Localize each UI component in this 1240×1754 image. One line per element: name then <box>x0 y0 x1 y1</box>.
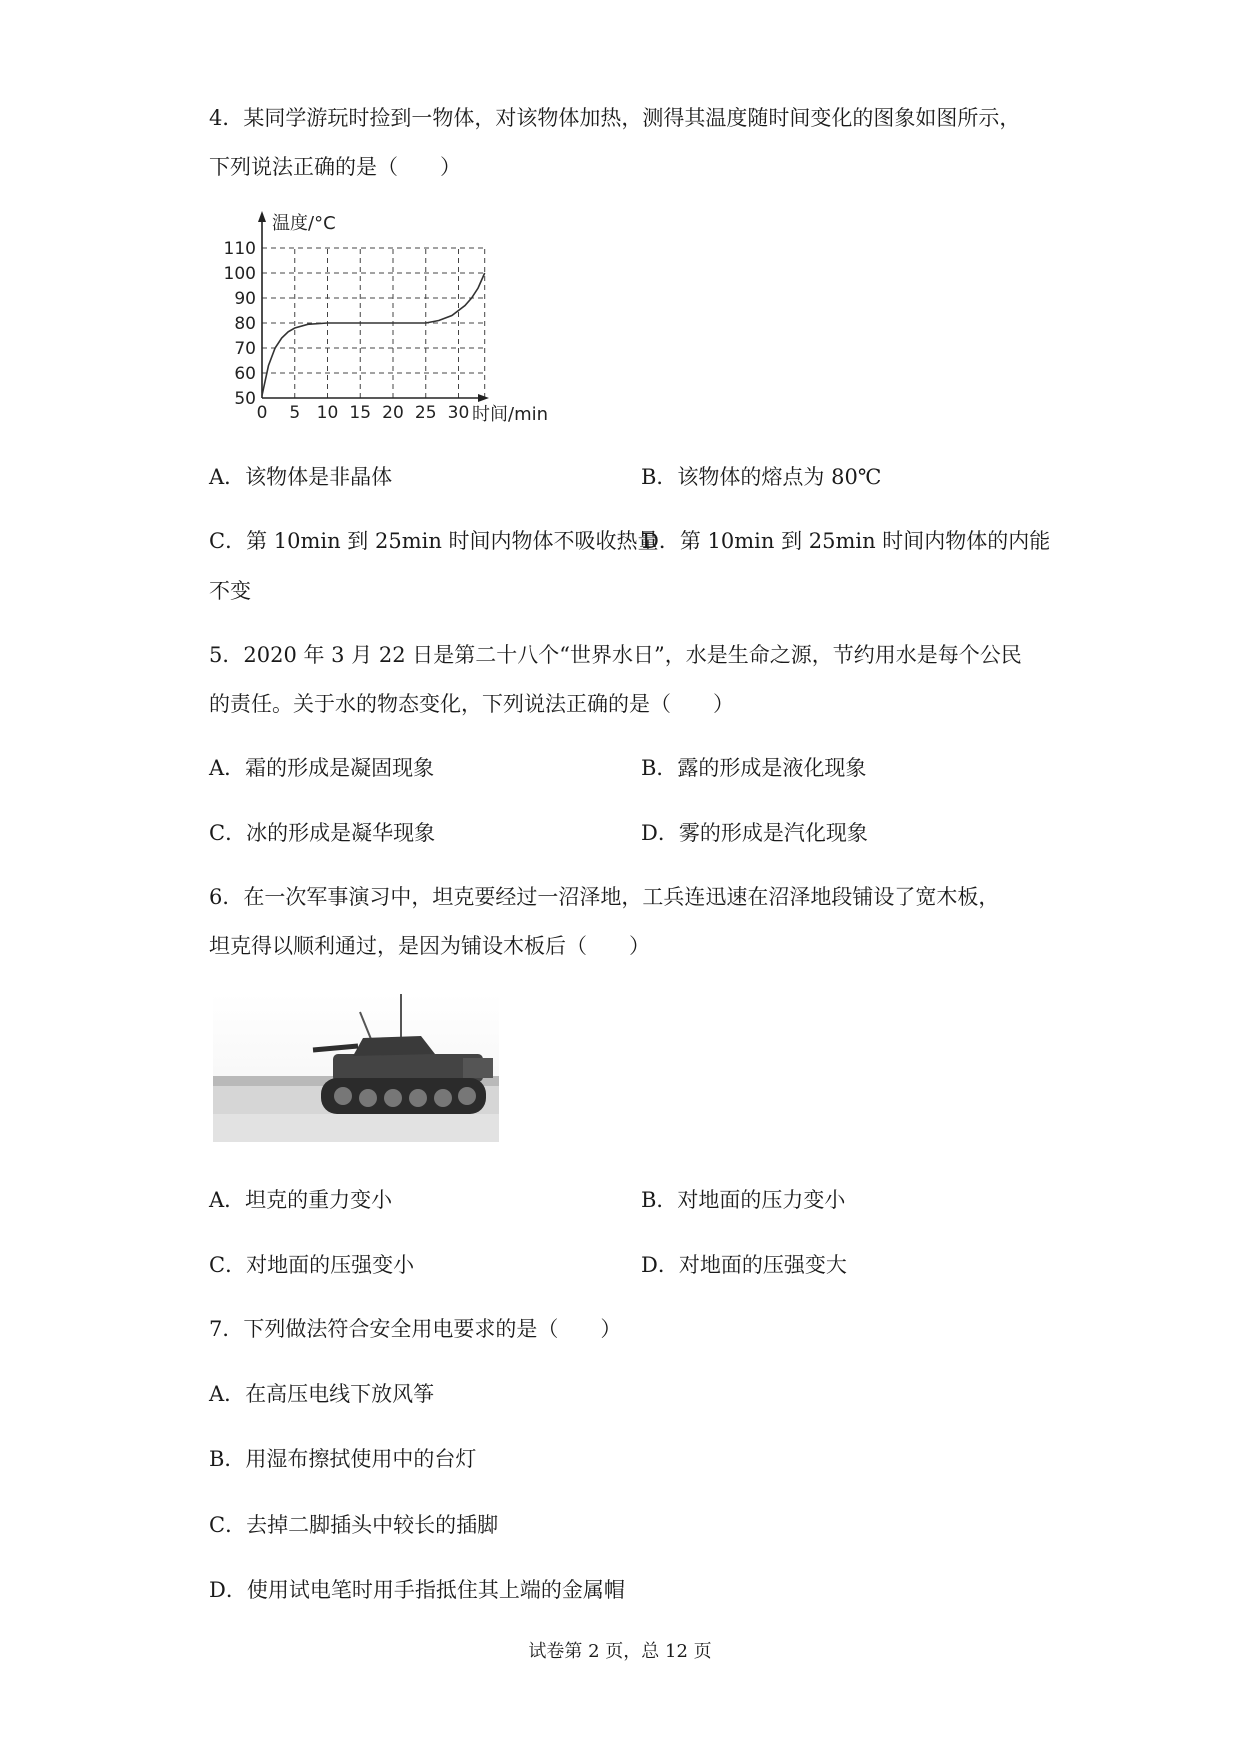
temperature-curve <box>262 273 485 396</box>
q4-option-c: C．第 10min 到 25min 时间内物体不吸收热量 <box>209 529 659 553</box>
x-tick-label: 25 <box>414 403 437 423</box>
q6-option-c: C．对地面的压强变小 <box>209 1253 415 1277</box>
q4-stem-line1: 4．某同学游玩时捡到一物体，对该物体加热，测得其温度随时间变化的图象如图所示， <box>209 106 1021 130</box>
q7-stem: 7．下列做法符合安全用电要求的是（ ） <box>209 1317 622 1341</box>
q6-option-b: B．对地面的压力变小 <box>641 1188 846 1212</box>
y-tick-label: 60 <box>234 364 256 384</box>
q5-option-d: D．雾的形成是汽化现象 <box>641 821 868 845</box>
page-footer: 试卷第 2 页，总 12 页 <box>528 1641 712 1662</box>
x-axis-label: 时间/min <box>472 404 549 425</box>
y-tick-labels <box>224 239 256 409</box>
y-tick-label: 80 <box>234 314 256 334</box>
q7-option-c: C．去掉二脚插头中较长的插脚 <box>209 1513 499 1537</box>
x-tick-label: 10 <box>316 403 339 423</box>
q5-stem-line1: 5．2020 年 3 月 22 日是第二十八个“世界水日”，水是生命之源，节约用水是每个公民 <box>209 643 1022 667</box>
x-tick-label: 20 <box>382 403 404 423</box>
temperature-time-chart <box>210 208 570 433</box>
x-tick-label: 15 <box>349 403 372 423</box>
q6-option-d: D．对地面的压强变大 <box>641 1253 847 1277</box>
y-tick-label: 100 <box>223 264 256 284</box>
q7-option-a: A．在高压电线下放风筝 <box>209 1382 435 1406</box>
y-tick-label: 70 <box>234 339 256 359</box>
tank-photo <box>213 994 499 1142</box>
q7-option-b: B．用湿布擦拭使用中的台灯 <box>209 1447 477 1471</box>
q4-stem-line2: 下列说法正确的是（ ） <box>209 155 461 179</box>
x-tick-label: 0 <box>256 403 268 423</box>
q5-option-c: C．冰的形成是凝华现象 <box>209 821 436 845</box>
q6-stem-line2: 坦克得以顺利通过，是因为铺设木板后（ ） <box>209 934 650 958</box>
q6-stem-line1: 6．在一次军事演习中，坦克要经过一沼泽地，工兵连迅速在沼泽地段铺设了宽木板， <box>209 885 1000 909</box>
y-tick-label: 50 <box>234 389 256 409</box>
y-tick-label: 110 <box>223 239 256 259</box>
q7-option-d: D．使用试电笔时用手指抵住其上端的金属帽 <box>209 1578 625 1602</box>
y-tick-label: 90 <box>234 289 256 309</box>
q4-option-d: D．第 10min 到 25min 时间内物体的内能 <box>642 529 1051 553</box>
x-tick-label: 30 <box>447 403 470 423</box>
y-axis-label: 温度/°C <box>272 213 336 234</box>
x-tick-labels <box>257 403 470 423</box>
q4-option-d-continued: 不变 <box>209 579 251 603</box>
q5-option-a: A．霜的形成是凝固现象 <box>209 756 435 780</box>
q5-stem-line2: 的责任。关于水的物态变化，下列说法正确的是（ ） <box>209 692 734 716</box>
x-tick-label: 5 <box>289 403 301 423</box>
q6-option-a: A．坦克的重力变小 <box>209 1188 393 1212</box>
q5-option-b: B．露的形成是液化现象 <box>641 756 867 780</box>
q4-option-b: B．该物体的熔点为 80℃ <box>641 465 882 489</box>
q4-option-a: A．该物体是非晶体 <box>209 465 393 489</box>
